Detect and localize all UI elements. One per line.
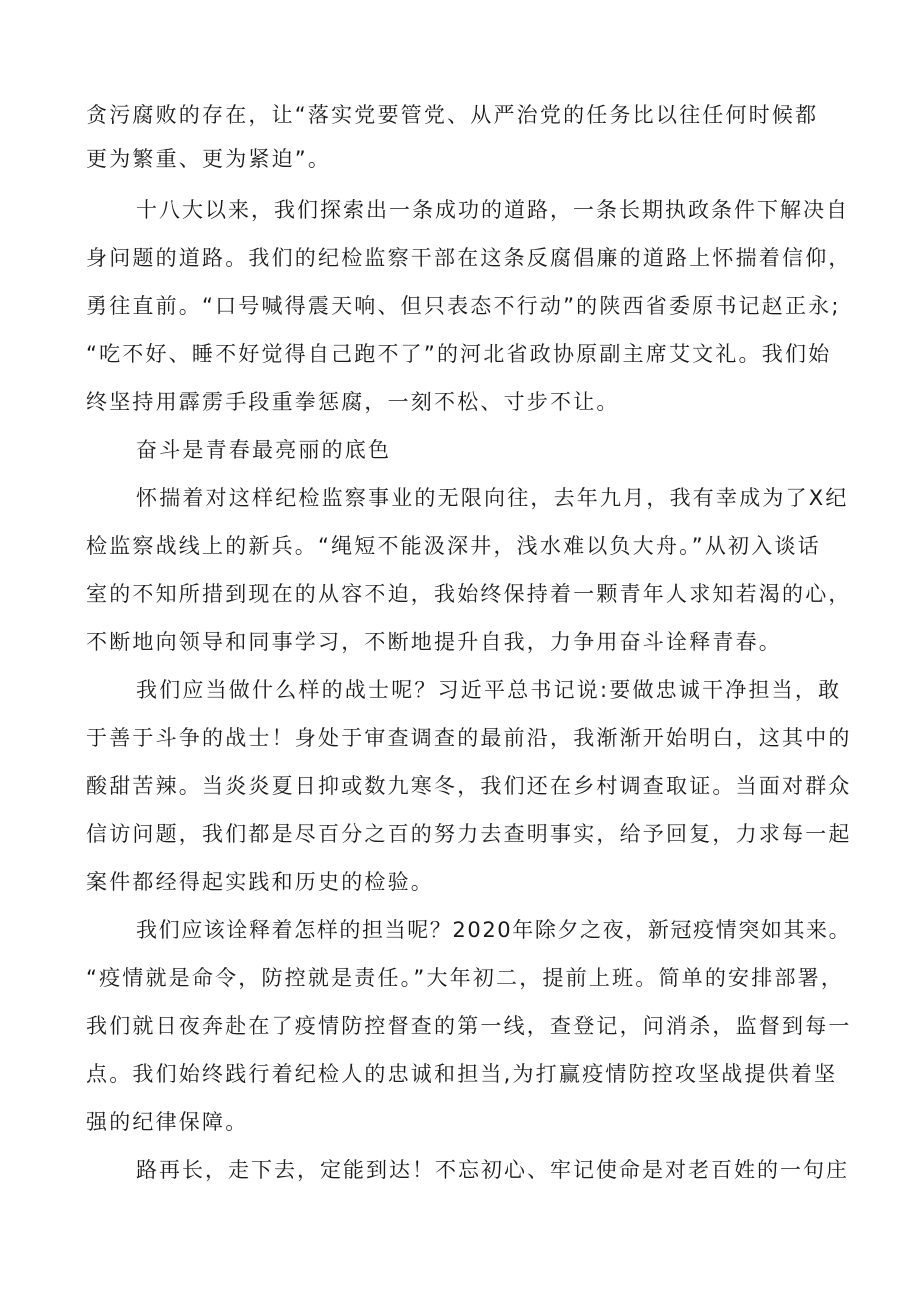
text-line: 贪污腐败的存在，让“落实党要管党、从严治党的任务比以往任何时候都 — [86, 103, 819, 127]
text-line: 点。我们始终践行着纪检人的忠诚和担当,为打赢疫情防控攻坚战提供着坚 — [86, 1062, 838, 1086]
text-line: 身问题的道路。我们的纪检监察干部在这条反腐倡廉的道路上怀揣着信仰， — [86, 246, 852, 270]
text-line: “疫情就是命令，防控就是责任。”大年初二，提前上班。简单的安排部署， — [86, 966, 845, 990]
text-line: 室的不知所措到现在的从容不迫，我始终保持着一颗青年人求知若渴的心， — [86, 582, 852, 606]
section-heading: 奋斗是青春最亮丽的底色 — [136, 438, 392, 462]
text-line: 强的纪律保障。 — [86, 1110, 249, 1134]
text-line: 勇往直前。“口号喊得震天响、但只表态不行动”的陕西省委原书记赵正永; — [86, 294, 841, 318]
text-line: 酸甜苦辣。当炎炎夏日抑或数九寒冬，我们还在乡村调查取证。当面对群众 — [86, 774, 852, 798]
text-line: “吃不好、睡不好觉得自己跑不了”的河北省政协原副主席艾文礼。我们始 — [86, 342, 832, 366]
text-line: 我们应当做什么样的战士呢？习近平总书记说:要做忠诚干净担当，敢 — [136, 678, 842, 702]
text-line: 案件都经得起实践和历史的检验。 — [86, 870, 434, 894]
text-line: 路再长，走下去，定能到达！不忘初心、牢记使命是对老百姓的一句庄 — [136, 1158, 849, 1182]
text-line: 于善于斗争的战士！身处于审查调查的最前沿，我渐渐开始明白，这其中的 — [86, 726, 852, 750]
text-line: 十八大以来，我们探索出一条成功的道路，一条长期执政条件下解决自 — [136, 198, 849, 222]
text-line: 终坚持用霹雳手段重拳惩腐，一刻不松、寸步不让。 — [86, 390, 620, 414]
text-line: 信访问题，我们都是尽百分之百的努力去查明事实，给予回复，力求每一起 — [86, 822, 852, 846]
text-line: 我们应该诠释着怎样的担当呢？2020年除夕之夜，新冠疫情突如其来。 — [136, 918, 852, 942]
text-line: 怀揣着对这样纪检监察事业的无限向往，去年九月，我有幸成为了X纪 — [136, 486, 849, 510]
text-line: 更为繁重、更为紧迫”。 — [86, 147, 332, 171]
text-line: 我们就日夜奔赴在了疫情防控督查的第一线，查登记，问消杀，监督到每一 — [86, 1014, 852, 1038]
text-line: 不断地向领导和同事学习，不断地提升自我，力争用奋斗诠释青春。 — [86, 630, 782, 654]
text-line: 检监察战线上的新兵。“绳短不能汲深井，浅水难以负大舟。”从初入谈话 — [86, 534, 821, 558]
